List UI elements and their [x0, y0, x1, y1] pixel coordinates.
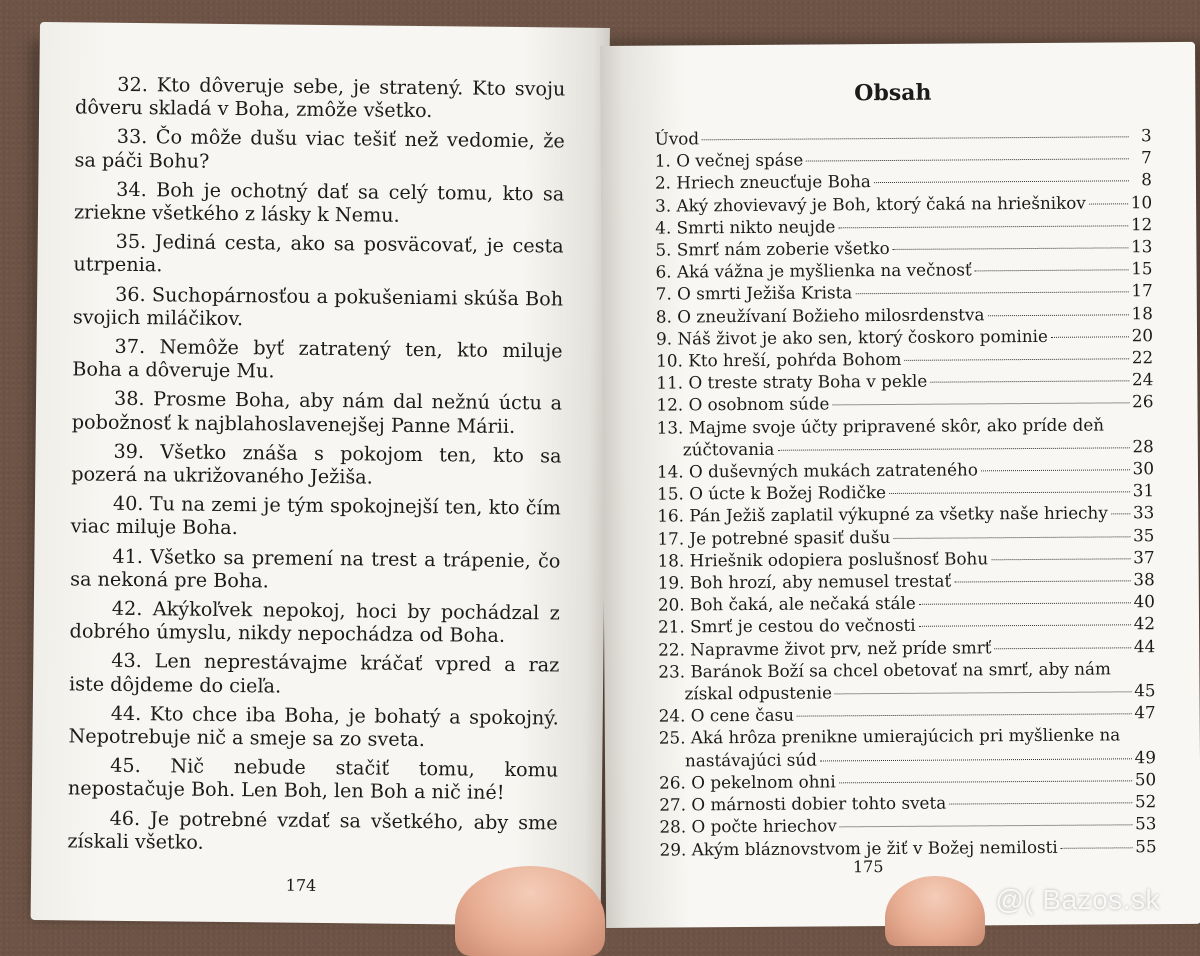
quote-item [73, 230, 563, 282]
toc-entry [657, 413, 1154, 461]
quote-text: 44. Kto chce iba Boha, je bohatý a spokojný. Nepotrebuje nič a smeje sa zo sveta. [68, 701, 559, 752]
toc-entry-page: 42 [1133, 613, 1156, 634]
toc-entry-page: 18 [1131, 302, 1153, 323]
quote-item [67, 806, 557, 858]
quote-text: 46. Je potrebné vzdať sa všetkého, aby sme získali všetko. [67, 806, 558, 854]
quote-item [71, 492, 561, 544]
toc-leader-dots [1089, 203, 1128, 204]
quote-item [70, 544, 560, 596]
toc-leader-dots [987, 314, 1128, 316]
toc-entry-number: 12. [656, 394, 684, 416]
bazos-watermark: @( Bazos.sk [995, 884, 1160, 915]
quote-item [72, 387, 562, 439]
toc-entry-number: 19. [657, 572, 685, 593]
toc-entry-number: 10. [656, 350, 683, 371]
toc-entry-title: Kto hreší, pohŕda Bohom [688, 348, 902, 371]
toc-entry-number: 22. [658, 639, 685, 660]
toc-entry-title: Je potrebné spasiť dušu [689, 526, 891, 549]
toc-entry-title: Aká hrôza prenikne umierajúcich pri myšlienke na [690, 724, 1121, 748]
toc-entry-page: 15 [1131, 258, 1153, 279]
toc-entry-page: 38 [1133, 569, 1155, 590]
toc-entry-title: O zneužívaní Božieho milosrdenstva [677, 303, 985, 327]
toc-entry-number: 13. [656, 417, 684, 438]
toc-entry-title: Smrť je cestou do večnosti [690, 615, 916, 637]
toc-entry-page: 37 [1133, 547, 1155, 568]
toc-entry-number: 5. [655, 239, 672, 260]
toc-leader-dots [919, 625, 1131, 627]
toc-leader-dots [820, 758, 1132, 761]
quote-text: 42. Akýkoľvek nepokoj, hoci by pochádzal z dobrého úmyslu, nikdy nepochádza od Boha. [69, 596, 560, 648]
toc-entry-page: 17 [1131, 280, 1153, 301]
toc-leader-dots [835, 691, 1131, 694]
toc-entry-page: 47 [1134, 702, 1156, 723]
quote-text: 40. Tu na zemi je tým spokojnejší ten, kto čím viac miluje Boha. [70, 492, 562, 540]
toc-entry-page: 49 [1134, 746, 1157, 767]
toc-title: Obsah [854, 79, 932, 107]
toc-list [655, 124, 1157, 860]
toc-leader-dots [949, 802, 1132, 804]
toc-entry-number: 28. [659, 816, 687, 837]
toc-entry-page: 50 [1134, 769, 1157, 790]
toc-entry-title: Napravme život prv, než príde smrť [690, 636, 992, 660]
toc-entry-number: 6. [655, 261, 672, 282]
toc-entry-page: 33 [1132, 502, 1155, 523]
quote-item [72, 334, 562, 386]
toc-entry-title: Hriešnik odopiera poslušnosť Bohu [689, 548, 989, 571]
toc-leader-dots [1061, 847, 1133, 848]
toc-entry-number: 29. [659, 838, 687, 860]
toc-leader-dots [893, 536, 1130, 539]
toc-entry-title: O cene času [690, 704, 795, 726]
toc-entry-page: 35 [1132, 524, 1155, 545]
toc-entry-page: 13 [1130, 236, 1153, 257]
toc-leader-dots [995, 647, 1131, 649]
toc-leader-dots [806, 159, 1129, 162]
toc-leader-dots [874, 181, 1129, 184]
quote-text: 37. Nemôže byť zatratený ten, kto miluje Boha a dôveruje Mu. [72, 334, 563, 383]
toc-entry-number: 24. [658, 705, 686, 726]
toc-leader-dots [1051, 336, 1129, 338]
toc-leader-dots [839, 780, 1132, 783]
toc-entry-title-continued: získal odpustenie [684, 682, 833, 704]
toc-entry-title: O duševných mukách zatrateného [688, 459, 978, 482]
left-page [31, 22, 610, 926]
quote-text: 39. Všetko znáša s pokojom ten, kto sa pozerá na ukrižovaného Ježiša. [71, 439, 562, 489]
toc-entry-title: O pekelnom ohni [691, 771, 836, 793]
toc-entry-title: Baránok Boží sa chcel obetovať na smrť, aby nám [690, 658, 1112, 682]
toc-entry-number: 2. [654, 172, 672, 194]
toc-entry-title: Akým bláznovstvom je žiť v Božej nemilosti [691, 836, 1058, 859]
toc-entry-page: 40 [1133, 591, 1155, 612]
toc-leader-dots [832, 403, 1129, 406]
toc-entry-title: O večnej spáse [676, 149, 804, 171]
quote-text: 33. Čo môže dušu viac tešiť než vedomie, že sa páči Bohu? [74, 125, 565, 173]
toc-entry-number: 3. [655, 195, 672, 216]
quote-item [74, 125, 564, 177]
quote-text: 34. Boh je ochotný dať sa celý tomu, kto sa zriekne všetkého z lásky k Nemu. [73, 177, 565, 227]
quote-text: 36. Suchopárnosťou a pokušeniami skúša Boh svojich miláčikov. [72, 282, 564, 330]
toc-leader-dots [919, 603, 1131, 605]
toc-entry-page: 7 [1141, 147, 1152, 168]
toc-entry-page: 8 [1141, 169, 1153, 190]
toc-entry-number: 17. [657, 528, 685, 549]
toc-leader-dots [777, 447, 1129, 450]
toc-entry-title: Úvod [654, 128, 700, 149]
quote-item [68, 754, 558, 806]
toc-entry-number: 9. [655, 328, 673, 349]
left-page-number: 174 [285, 875, 317, 895]
toc-entry-title-continued: nastávajúci súd [684, 749, 817, 771]
toc-entry-page: 52 [1134, 791, 1157, 812]
toc-entry-title: Smrti nikto neujde [676, 216, 836, 238]
toc-leader-dots [954, 580, 1130, 582]
toc-entry-title: Aká vážna je myšlienka na večnosť [676, 259, 972, 282]
toc-leader-dots [702, 136, 1129, 140]
toc-entry-page: 22 [1131, 347, 1154, 368]
toc-entry-title: Majme svoje účty pripravené skôr, ako príde deň [688, 414, 1105, 438]
toc-leader-dots [838, 225, 1127, 228]
quote-item [74, 177, 564, 229]
toc-entry [659, 724, 1156, 772]
toc-entry-number: 4. [655, 217, 672, 238]
toc-entry-page: 45 [1134, 680, 1156, 701]
toc-leader-dots [981, 469, 1130, 471]
toc-entry-page: 30 [1132, 458, 1155, 479]
toc-entry-page: 12 [1130, 213, 1153, 235]
toc-entry-number: 8. [655, 306, 672, 327]
quote-text: 38. Prosme Boha, aby nám dal nežnú úctu a pobožnosť k najblahoslavenejšej Panne Márii. [71, 387, 563, 438]
quote-item [71, 439, 561, 491]
toc-entry-title: O smrti Ježiša Krista [677, 282, 853, 304]
toc-entry-title: O osobnom súde [688, 393, 830, 415]
quote-text: 41. Všetko sa premení na trest a trápenie, čo sa nekoná pre Boha. [70, 544, 561, 593]
toc-entry-number: 18. [657, 550, 685, 571]
toc-entry [657, 502, 1154, 528]
quote-text: 32. Kto dôveruje sebe, je stratený. Kto svoju dôveru skladá v Boha, zmôže všetko. [74, 72, 566, 123]
toc-entry-title: O úcte k Božej Rodičke [689, 482, 887, 504]
toc-entry-line1 [659, 724, 1156, 750]
toc-entry-number: 26. [659, 772, 686, 793]
quote-text: 43. Len neprestávajme kráčať vpred a raz iste dôjdeme do cieľa. [68, 649, 560, 698]
toc-leader-dots [975, 270, 1129, 272]
quote-item [75, 72, 565, 124]
toc-entry-number: 16. [657, 505, 685, 527]
toc-entry-page: 53 [1135, 813, 1157, 834]
right-page [600, 42, 1200, 928]
toc-entry-title: Boh čaká, ale nečaká stále [689, 593, 916, 615]
toc-leader-dots [840, 825, 1132, 828]
toc-entry-number: 14. [656, 461, 684, 482]
toc-entry-number: 1. [654, 150, 671, 171]
toc-leader-dots [855, 292, 1128, 295]
toc-entry-number: 15. [657, 483, 684, 504]
toc-entry-title: O počte hriechov [691, 815, 837, 837]
toc-entry-title-continued: zúčtovania [682, 438, 775, 460]
toc-leader-dots [889, 492, 1130, 495]
quote-text: 45. Nič nebude stačiť tomu, komu nepostačuje Boh. Len Boh, len Boh a nič iné! [67, 754, 559, 805]
toc-entry-page: 55 [1135, 835, 1157, 856]
toc-leader-dots [930, 381, 1129, 383]
toc-entry [655, 191, 1152, 217]
toc-entry-title: Aký zhovievavý je Boh, ktorý čaká na hriešnikov [676, 192, 1086, 216]
toc-leader-dots [1111, 514, 1130, 515]
toc-entry-number: 11. [656, 372, 684, 393]
toc-entry-page: 26 [1132, 391, 1154, 412]
toc-entry-number: 25. [658, 727, 686, 749]
quote-item [73, 282, 563, 334]
quote-text: 35. Jediná cesta, ako sa posväcovať, je cesta utrpenia. [73, 230, 564, 277]
toc-entry-number: 20. [657, 594, 685, 615]
toc-entry-page: 20 [1131, 324, 1154, 346]
toc-leader-dots [893, 247, 1128, 250]
quote-item [70, 596, 560, 648]
toc-entry-page: 31 [1132, 480, 1155, 501]
quotes-list [67, 72, 565, 857]
toc-entry-number: 27. [659, 794, 687, 815]
toc-entry-title: O treste straty Boha v pekle [688, 370, 928, 393]
toc-entry-title: Smrť nám zoberie všetko [676, 237, 890, 260]
toc-entry-line1 [658, 657, 1155, 683]
quote-item [68, 701, 558, 753]
toc-entry-page: 10 [1130, 191, 1153, 212]
toc-entry-number: 7. [655, 283, 672, 305]
toc-entry-title: Pán Ježiš zaplatil výkupné za všetky naše hriechy [689, 502, 1108, 526]
toc-leader-dots [904, 358, 1128, 361]
toc-entry-title: Náš život je ako sen, ktorý čoskoro pominie [677, 325, 1049, 349]
toc-entry-title: O márnosti dobier tohto sveta [691, 792, 947, 815]
toc-entry-title: Hriech zneucťuje Boha [676, 171, 871, 193]
toc-entry [658, 657, 1155, 705]
toc-entry-page: 28 [1132, 435, 1154, 457]
toc-entry-page: 24 [1131, 369, 1154, 390]
toc-leader-dots [991, 558, 1130, 560]
toc-entry-page: 44 [1133, 635, 1156, 656]
toc-entry-number: 21. [657, 616, 685, 638]
toc-entry-title: Boh hrozí, aby nemusel trestať [689, 570, 952, 593]
right-page-number: 175 [852, 857, 884, 877]
toc-entry-page: 3 [1140, 125, 1152, 146]
quote-item [69, 649, 559, 701]
toc-entry-line1 [657, 413, 1154, 439]
toc-leader-dots [797, 714, 1131, 717]
toc-entry-number: 23. [658, 661, 686, 682]
